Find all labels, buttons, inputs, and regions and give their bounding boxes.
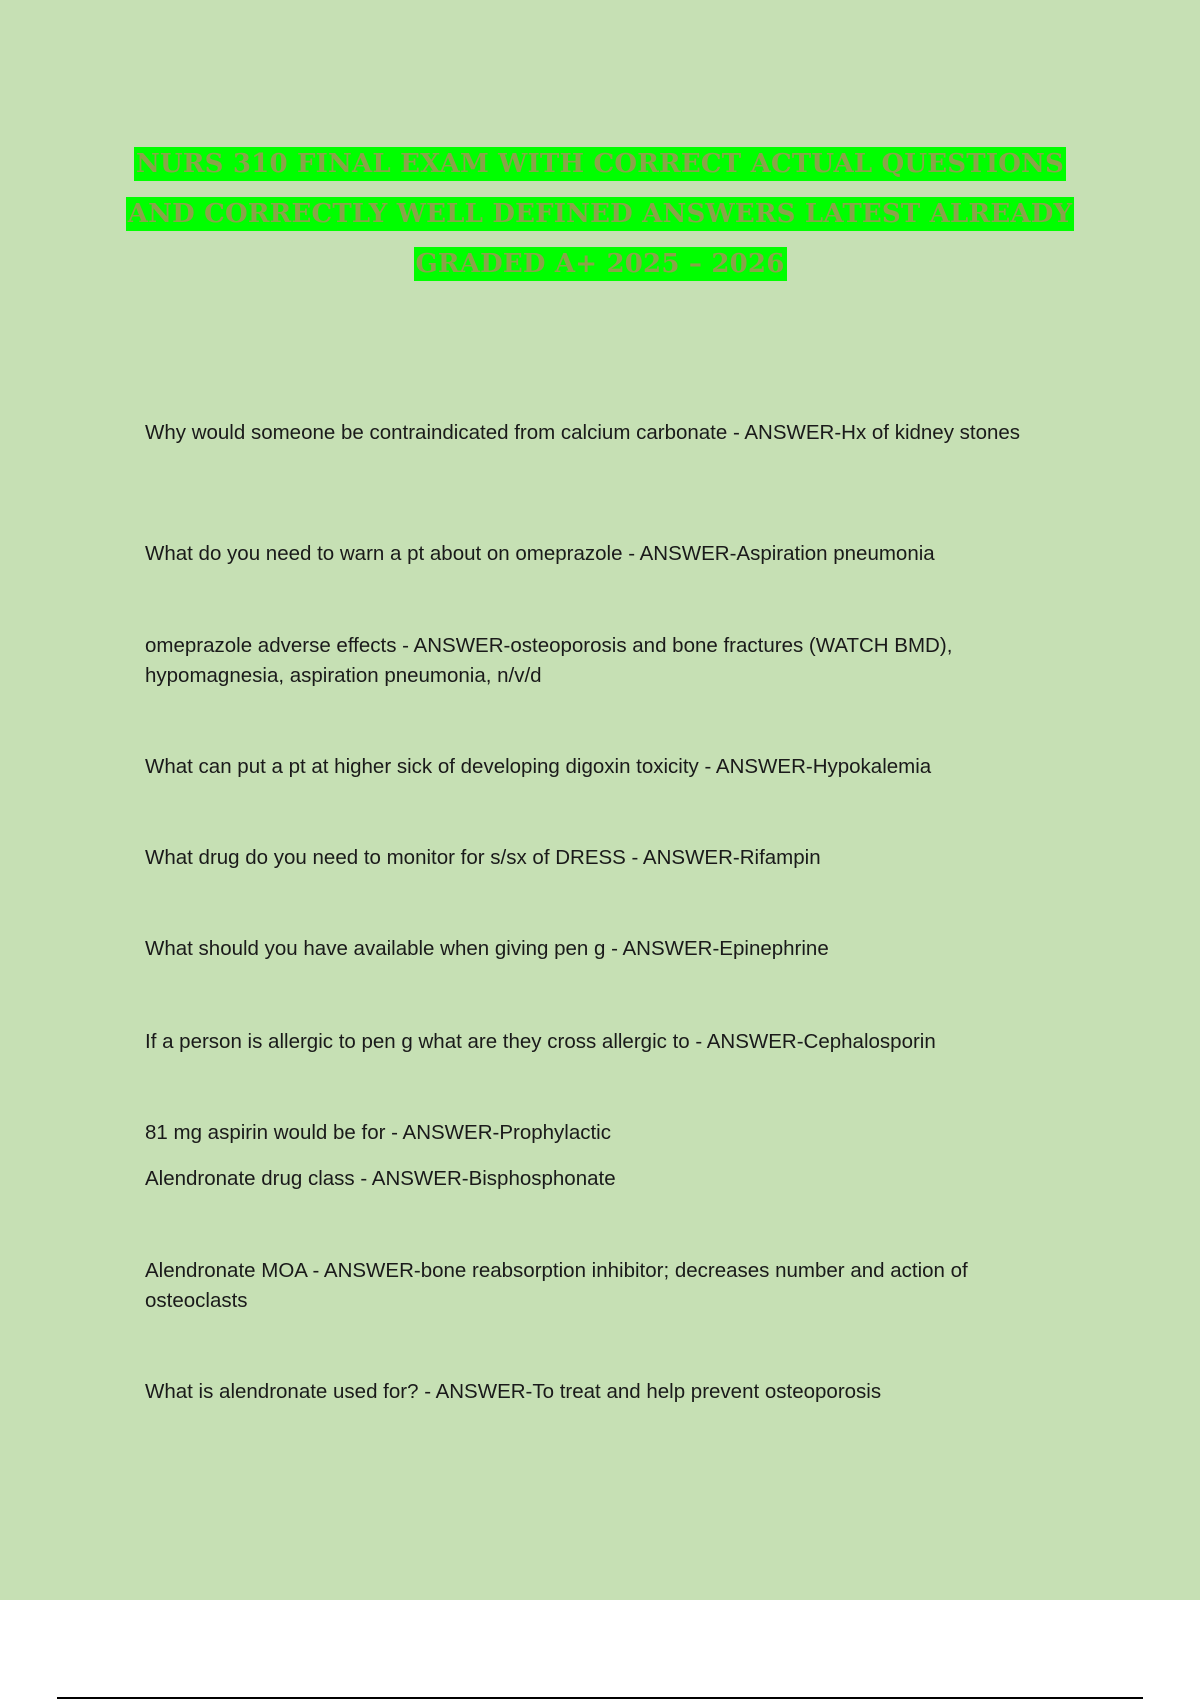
title-line-1: NURS 310 FINAL EXAM WITH CORRECT ACTUAL QUESTIONS xyxy=(136,149,1064,179)
qa-item-8: 81 mg aspirin would be for - ANSWER-Prophylactic xyxy=(145,1121,611,1144)
qa-item-5: What drug do you need to monitor for s/sx of DRESS - ANSWER-Rifampin xyxy=(145,846,821,869)
qa-item-6: What should you have available when giving pen g - ANSWER-Epinephrine xyxy=(145,937,829,960)
qa-item-9: Alendronate drug class - ANSWER-Bisphosphonate xyxy=(145,1167,616,1190)
qa-item-11: What is alendronate used for? - ANSWER-To treat and help prevent osteoporosis xyxy=(145,1380,882,1403)
footer-divider xyxy=(57,1697,1143,1699)
qa-item-10: Alendronate MOA - ANSWER-bone reabsorption inhibitor; decreases number and action of osteoclasts xyxy=(145,1259,968,1312)
qa-item-2: What do you need to warn a pt about on omeprazole - ANSWER-Aspiration pneumonia xyxy=(145,542,935,565)
title-line-2: AND CORRECTLY WELL DEFINED ANSWERS LATEST ALREADY xyxy=(127,199,1073,229)
qa-item-7: If a person is allergic to pen g what are they cross allergic to - ANSWER-Cephalosporin xyxy=(145,1030,936,1053)
qa-item-3: omeprazole adverse effects - ANSWER-osteoporosis and bone fractures (WATCH BMD), hypomagnesia, aspiration pneumonia, n/v/d xyxy=(145,634,953,687)
title-line-3: GRADED A+ 2025 – 2026 xyxy=(415,249,785,279)
document-title xyxy=(0,143,1200,293)
qa-item-4: What can put a pt at higher sick of developing digoxin toxicity - ANSWER-Hypokalemia xyxy=(145,755,932,778)
qa-item-1: Why would someone be contraindicated from calcium carbonate - ANSWER-Hx of kidney stones xyxy=(145,421,1021,444)
